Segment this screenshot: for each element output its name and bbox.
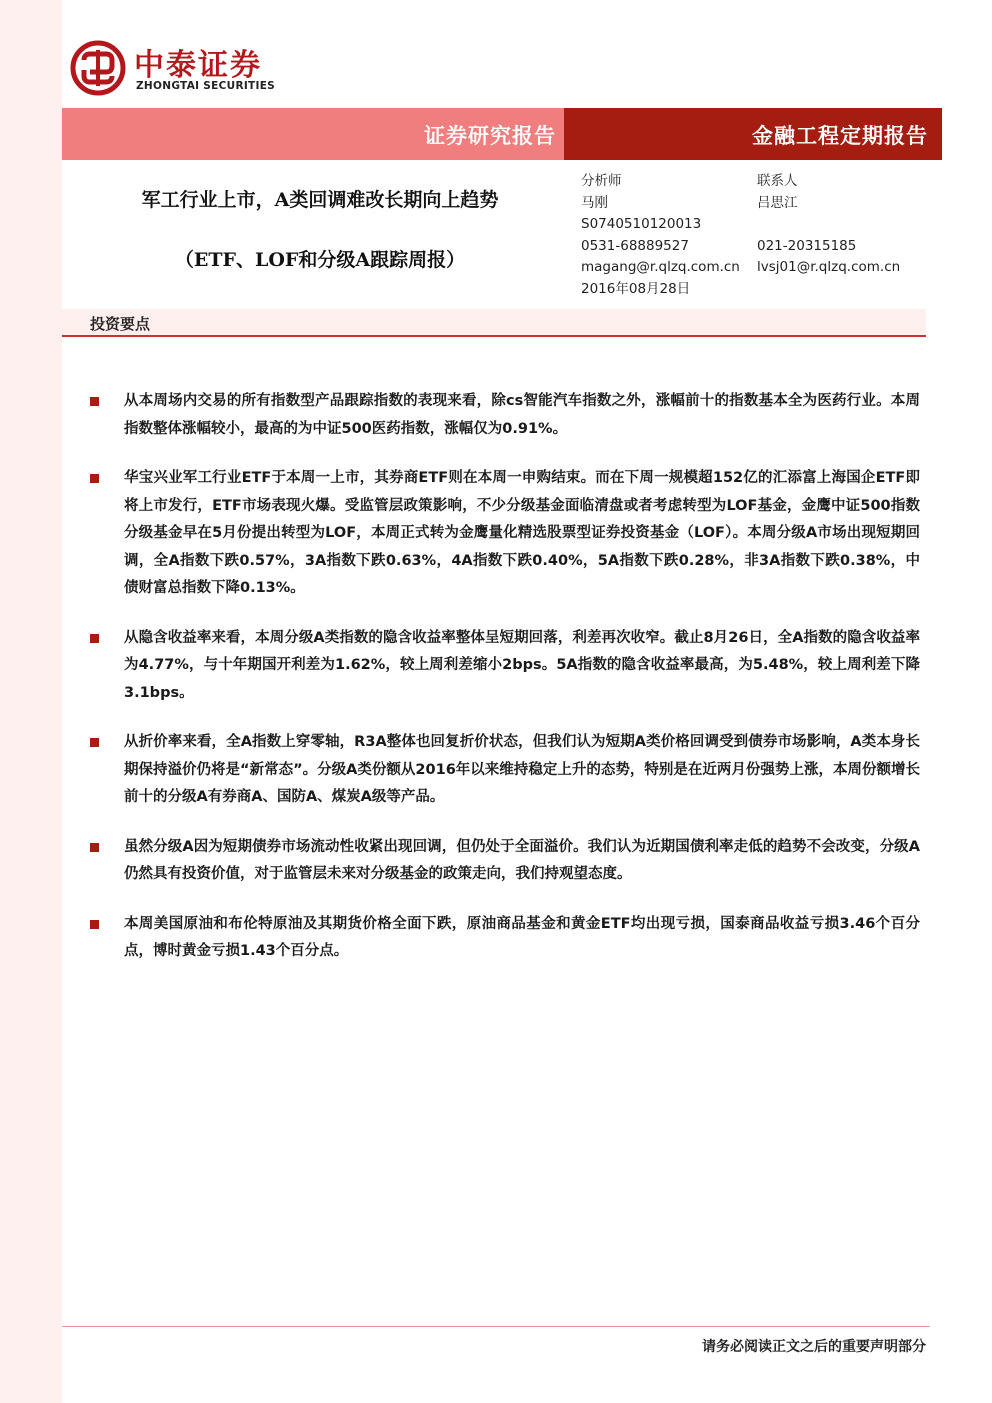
footer-divider bbox=[62, 1326, 930, 1327]
report-subtitle: （ETF、LOF和分级A跟踪周报） bbox=[174, 249, 466, 271]
report-title: 军工行业上市，A类回调难改长期向上趋势 bbox=[141, 189, 499, 211]
contact-spacer bbox=[757, 214, 900, 236]
bullet-square-icon bbox=[90, 843, 99, 852]
zhongtai-logo-icon bbox=[70, 40, 126, 96]
section-divider bbox=[62, 335, 926, 337]
bullet-square-icon bbox=[90, 634, 99, 643]
bullet-text: 本周美国原油和布伦特原油及其期货价格全面下跌，原油商品基金和黄金ETF均出现亏损，国泰商品收益亏损3.46个百分点，博时黄金亏损1.43个百分点。 bbox=[124, 915, 920, 959]
list-item bbox=[90, 465, 920, 603]
report-date: 2016年08月28日 bbox=[581, 280, 691, 297]
bullet-square-icon bbox=[90, 397, 99, 406]
section-heading-bar bbox=[62, 309, 926, 335]
list-item bbox=[90, 388, 920, 443]
bullet-text: 从折价率来看，全A指数上穿零轴，R3A整体也回复折价状态，但我们认为短期A类价格回调受到债券市场影响，A类本身长期保持溢价仍将是“新常态”。分级A类份额从2016年以来维持稳定上升的态势，特别是在近两月份强势上涨，本周份额增长前十的分级A有券商A、国防A、煤炭A级等产品。 bbox=[124, 734, 920, 805]
investment-points-list bbox=[90, 388, 920, 988]
analyst-name: 马刚 bbox=[581, 194, 608, 211]
bullet-square-icon bbox=[90, 920, 99, 929]
report-type-band bbox=[62, 108, 564, 160]
bullet-square-icon bbox=[90, 474, 99, 483]
contact-email: lvsj01@r.qlzq.com.cn bbox=[757, 259, 901, 275]
report-type-label: 证券研究报告 bbox=[424, 123, 556, 148]
analyst-email: magang@r.qlzq.com.cn bbox=[581, 259, 740, 275]
contact-name: 吕思江 bbox=[757, 194, 798, 211]
bullet-text: 从隐含收益率来看，本周分级A类指数的隐含收益率整体呈短期回落，利差再次收窄。截止8月26日，全A指数的隐含收益率为4.77%，与十年期国开利差为1.62%，较上周利差缩小2bps。5A指数的隐含收益率最高，为5.48%，较上周利差下降3.1bps。 bbox=[124, 629, 920, 701]
report-category-label: 金融工程定期报告 bbox=[752, 123, 928, 148]
contact-role: 联系人 bbox=[757, 173, 798, 189]
footer-disclaimer-notice: 请务必阅读正文之后的重要声明部分 bbox=[702, 1339, 926, 1355]
analyst-info bbox=[581, 171, 740, 300]
list-item bbox=[90, 911, 920, 966]
bullet-text: 华宝兴业军工行业ETF于本周一上市，其券商ETF则在本周一申购结束。而在下周一规模超152亿的汇添富上海国企ETF即将上市发行，ETF市场表现火爆。受监管层政策影响，不少分级基金面临清盘或者考虑转型为LOF基金，金鹰中证500指数分级基金早在5月份提出转型为LOF，本周正式转为金鹰量化精选股票型证券投资基金（LOF）。本周分级A市场出现短期回调，全A指数下跌0.57%，3A指数下跌0.63%，4A指数下跌0.40%，5A指数下跌0.28%，非3A指数下跌0.38%，中债财富总指数下降0.13%。 bbox=[124, 470, 920, 596]
section-heading: 投资要点 bbox=[90, 315, 151, 333]
company-logo bbox=[70, 38, 310, 98]
analyst-role: 分析师 bbox=[581, 173, 622, 189]
list-item bbox=[90, 625, 920, 708]
report-category-band bbox=[564, 108, 942, 160]
bullet-text: 从本周场内交易的所有指数型产品跟踪指数的表现来看，除cs智能汽车指数之外，涨幅前十的指数基本全为医药行业。本周指数整体涨幅较小，最高的为中证500医药指数，涨幅仅为0.91%。 bbox=[124, 393, 920, 437]
contact-phone: 021-20315185 bbox=[757, 237, 857, 254]
analyst-cert: S0740510120013 bbox=[581, 216, 702, 232]
contact-info bbox=[757, 171, 900, 279]
list-item bbox=[90, 729, 920, 812]
logo-name-cn: 中泰证券 bbox=[134, 48, 262, 83]
logo-name-en: ZHONGTAI SECURITIES bbox=[136, 80, 276, 92]
analyst-phone: 0531-68889527 bbox=[581, 237, 689, 254]
left-sidebar-band bbox=[0, 0, 62, 1403]
bullet-text: 虽然分级A因为短期债券市场流动性收紧出现回调，但仍处于全面溢价。我们认为近期国债利率走低的趋势不会改变，分级A仍然具有投资价值，对于监管层未来对分级基金的政策走向，我们持观望态度。 bbox=[124, 838, 920, 882]
bullet-square-icon bbox=[90, 738, 99, 747]
list-item bbox=[90, 834, 920, 889]
